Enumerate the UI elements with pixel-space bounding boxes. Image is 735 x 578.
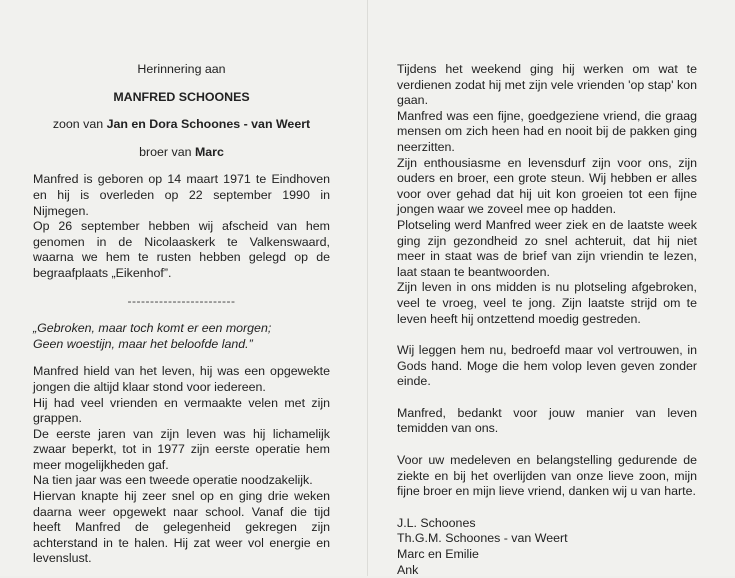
story-paragraph: Hij had veel vrienden en vermaakte velen met zijn grappen. bbox=[33, 395, 330, 426]
signature-line: Ank bbox=[397, 562, 419, 577]
story-paragraph: Na tien jaar was een tweede operatie noodzakelijk. bbox=[33, 473, 313, 488]
right-column bbox=[397, 62, 697, 578]
son-prefix: zoon van bbox=[52, 117, 104, 132]
parents-names: Jan en Dora Schoones - van Weert bbox=[106, 117, 311, 132]
remembrance-heading: Herinnering aan bbox=[137, 62, 226, 76]
life-paragraph: Zijn enthousiasme en levensdurf zijn voor ons, zijn ouders en broer, een grote steun. Wij hebben er alles voor over gehad dat hij uit kon groeien tot een fijne jongen waar we zoveel mee op hadden. bbox=[397, 155, 697, 217]
signature-line: J.L. Schoones bbox=[397, 515, 476, 530]
faith-paragraph: Wij leggen hem nu, bedroefd maar vol vertrouwen, in Gods hand. Moge die hem volop leven geven zonder einde. bbox=[397, 343, 697, 389]
quote-line: Geen woestijn, maar het beloofde land.” bbox=[33, 336, 253, 351]
brother-prefix: broer van bbox=[139, 144, 192, 159]
life-paragraph: Plotseling werd Manfred weer ziek en de laatste week ging zijn gezondheid zo snel achteruit, dat hij niet meer in staat was de brief van zijn vriendin te lezen, laat staan te beantwoorden. bbox=[397, 217, 697, 279]
story-paragraph: Manfred hield van het leven, hij was een opgewekte jongen die altijd klaar stond voor iedereen. bbox=[33, 364, 330, 394]
brother-line bbox=[33, 145, 330, 161]
story-paragraph: De eerste jaren van zijn leven was hij lichamelijk zwaar beperkt, tot in 1977 zijn eerste operatie hem meer mogelijkheden gaf. bbox=[33, 426, 330, 472]
signature-line: Th.G.M. Schoones - van Weert bbox=[397, 531, 568, 546]
bio-paragraph: Op 26 september hebben wij afscheid van hem genomen in de Nicolaaskerk te Valkenswaard, waarna we hem te rusten hebben gelegd op de begraafplaats „Eikenhof”. bbox=[33, 219, 330, 280]
thanks-manfred-paragraph: Manfred, bedankt voor jouw manier van leven temidden van ons. bbox=[397, 405, 697, 436]
brother-name: Marc bbox=[194, 144, 224, 159]
quote-line: „Gebroken, maar toch komt er een morgen; bbox=[33, 321, 272, 336]
parents-line bbox=[33, 117, 330, 133]
life-paragraph: Manfred was een fijne, goedgeziene vriend, die graag mensen om zich heen had en nooit bij de pakken ging neerzitten. bbox=[397, 108, 697, 154]
story-paragraph: Hiervan knapte hij zeer snel op en ging drie weken daarna weer opgewekt naar school. Vanaf die tijd heeft Manfred de gelegenheid gekregen zijn achterstand in te halen. Hij zat weer vol energie en levenslust. bbox=[33, 489, 330, 566]
signature-line: Marc en Emilie bbox=[397, 547, 479, 562]
life-paragraph: Tijdens het weekend ging hij werken om wat te verdienen zodat hij met zijn vele vrienden 'op stap' kon gaan. bbox=[397, 62, 697, 108]
divider-line: ------------------------ bbox=[127, 293, 236, 308]
center-fold bbox=[367, 0, 368, 576]
bio-paragraph: Manfred is geboren op 14 maart 1971 te Eindhoven en hij is overleden op 22 september 1990 in Nijmegen. bbox=[33, 172, 330, 218]
left-column bbox=[33, 62, 330, 567]
deceased-name: MANFRED SCHOONES bbox=[113, 89, 250, 104]
life-paragraph: Zijn leven in ons midden is nu plotseling afgebroken, veel te vroeg, veel te jong. Zijn laatste strijd om te leven heeft hij ontzettend moedig gestreden. bbox=[397, 280, 697, 326]
gratitude-paragraph: Voor uw medeleven en belangstelling gedurende de ziekte en bij het overlijden van onze lieve zoon, mijn fijne broer en mijn lieve vriend, danken wij u van harte. bbox=[397, 453, 697, 499]
